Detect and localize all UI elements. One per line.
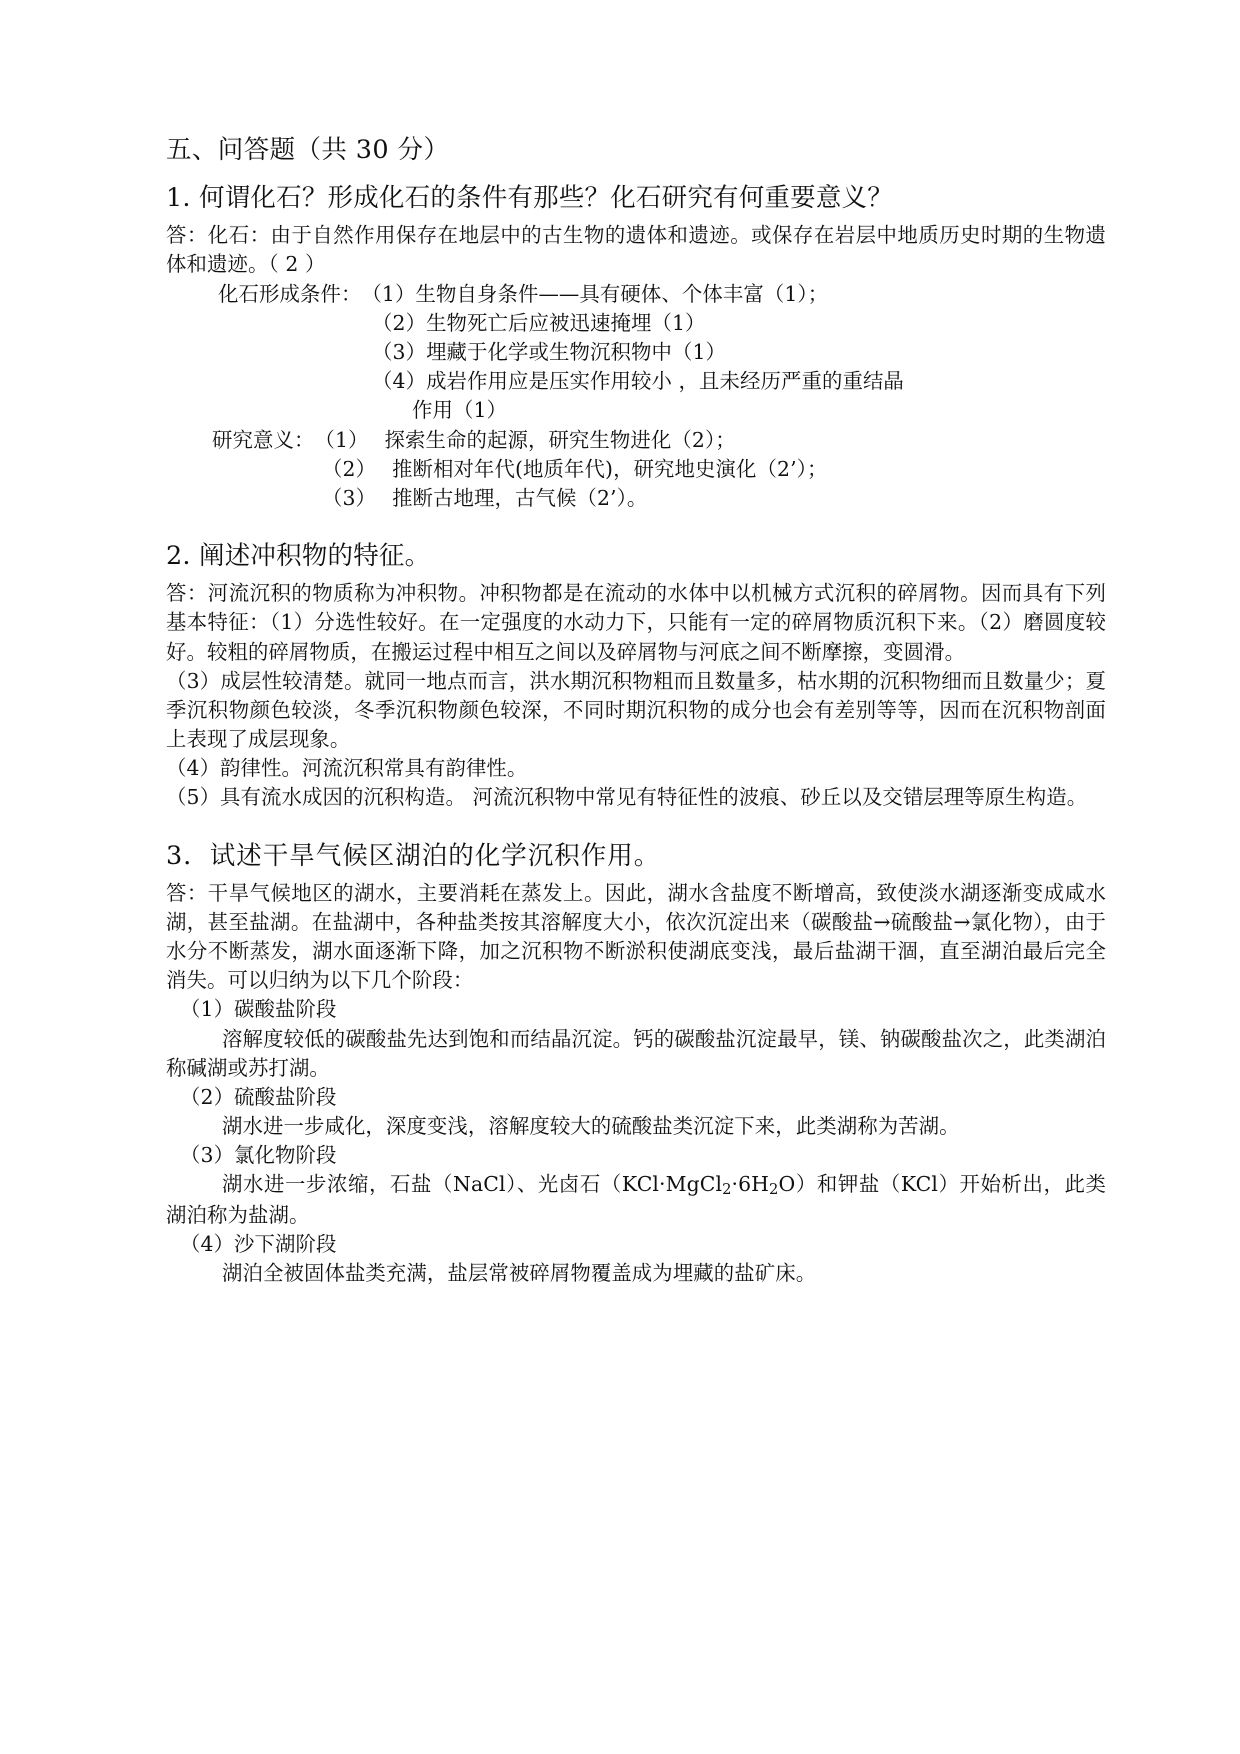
conditions-item-number: （1） <box>361 281 416 306</box>
question-1-conditions-list <box>166 280 1106 426</box>
significance-item-number: （3） <box>322 485 377 510</box>
question-1-answer-intro: 答：化石：由于自然作用保存在地层中的古生物的遗体和遗迹。或保存在岩层中地质历史时期的生物遗体和遗迹。（ 2 ） <box>166 223 1106 277</box>
question-2-heading: 2. 阐述冲积物的特征。 <box>166 541 431 572</box>
stage-body-formula <box>166 1170 1106 1229</box>
formula-subscript: 2 <box>769 1181 779 1199</box>
conditions-item <box>166 309 1106 338</box>
conditions-item-text: 成岩作用应是压实作用较小 ，且未经历严重的重结晶 <box>426 369 904 394</box>
stage-body: 湖水进一步咸化，深度变浅，溶解度较大的硫酸盐类沉淀下来，此类湖称为苦湖。 <box>222 1114 960 1139</box>
formula-text-suffix: O）和钾盐（KCl）开始析出，此类湖泊称为盐湖。 <box>166 1172 1106 1227</box>
stage-body: 湖泊全被固体盐类充满，盐层常被碎屑物覆盖成为埋藏的盐矿床。 <box>222 1260 817 1285</box>
conditions-item-text: 埋藏于化学或生物沉积物中（1） <box>426 339 727 364</box>
conditions-item <box>166 280 1106 309</box>
conditions-item-text: 作用（1） <box>412 398 508 423</box>
significance-item-text: 推断古地理，古气候（2’）。 <box>392 485 648 510</box>
conditions-item-number: （4） <box>372 369 427 394</box>
conditions-item-number: （2） <box>372 310 427 335</box>
significance-item-text: 探索生命的起源，研究生物进化（2）； <box>384 427 736 452</box>
stage-heading: （2）硫酸盐阶段 <box>180 1084 337 1109</box>
question-3-heading: 3．试述干旱气候区湖泊的化学沉积作用。 <box>166 840 661 871</box>
stage-heading: （3）氯化物阶段 <box>180 1143 337 1168</box>
question-2-answer-paragraph: 答：河流沉积的物质称为冲积物。冲积物都是在流动的水体中以机械方式沉积的碎屑物。因而具有下列基本特征：（1）分选性较好。在一定强度的水动力下，只能有一定的碎屑物质沉积下来。（2）磨圆度较好。较粗的碎屑物质，在搬运过程中相互之间以及碎屑物与河底之间不断摩擦，变圆滑。 <box>166 581 1106 664</box>
question-3-answer-paragraph: 答：干旱气候地区的湖水，主要消耗在蒸发上。因此，湖水含盐度不断增高，致使淡水湖逐渐变成咸水湖，甚至盐湖。在盐湖中，各种盐类按其溶解度大小，依次沉淀出来（碳酸盐→硫酸盐→氯化物），由于水分不断蒸发，湖水面逐渐下降，加之沉积物不断淤积使湖底变浅，最后盐湖干涸，直至湖泊最后完全消失。可以归纳为以下几个阶段： <box>166 880 1106 993</box>
conditions-label: 化石形成条件： <box>218 281 362 306</box>
significance-item-number: （1） <box>314 427 369 452</box>
spacer <box>369 426 385 455</box>
significance-label: 研究意义： <box>212 427 315 452</box>
spacer <box>376 455 392 484</box>
page-content <box>166 134 1106 1288</box>
question-2-point: （3）成层性较清楚。就同一地点而言，洪水期沉积物粗而且数量多，枯水期的沉积物细而且数量少；夏季沉积物颜色较淡，冬季沉积物颜色较深，不同时期沉积物的成分也会有差别等等，因而在沉积物剖面上表现了成层现象。 <box>166 668 1106 752</box>
significance-item <box>166 484 1106 513</box>
section-title: 五、问答题（共 30 分） <box>166 135 450 165</box>
question-2-point: （4）韵律性。河流沉积常具有韵律性。 <box>166 756 528 781</box>
significance-item <box>166 455 1106 484</box>
question-1-heading: 1. 何谓化石？形成化石的条件有那些？化石研究有何重要意义？ <box>166 183 893 214</box>
conditions-item <box>166 367 1106 396</box>
conditions-item <box>166 338 1106 367</box>
formula-text-mid: ·6H <box>731 1172 770 1197</box>
conditions-item-text: 生物死亡后应被迅速掩埋（1） <box>426 310 706 335</box>
formula-subscript: 2 <box>722 1181 732 1199</box>
spacer <box>376 484 392 513</box>
conditions-item-text: 生物自身条件——具有硬体、个体丰富（1）； <box>415 281 829 306</box>
formula-text-prefix: 湖水进一步浓缩，石盐（NaCl）、光卤石（KCl·MgCl <box>222 1172 723 1197</box>
significance-item-text: 推断相对年代(地质年代)，研究地史演化（2’）； <box>392 456 828 481</box>
significance-item-number: （2） <box>322 456 377 481</box>
stage-heading: （4）沙下湖阶段 <box>180 1231 337 1256</box>
stage-body: 溶解度较低的碳酸盐先达到饱和而结晶沉淀。钙的碳酸盐沉淀最早，镁、钠碳酸盐次之，此类湖泊称碱湖或苏打湖。 <box>166 1026 1106 1080</box>
question-1-significance-list <box>166 426 1106 514</box>
conditions-item-continuation <box>166 396 1106 425</box>
conditions-item-number: （3） <box>372 339 427 364</box>
stage-heading: （1）碳酸盐阶段 <box>180 997 337 1022</box>
significance-item <box>166 426 1106 455</box>
question-2-point: （5）具有流水成因的沉积构造。 河流沉积物中常见有特征性的波痕、砂丘以及交错层理等原生构造。 <box>166 785 1088 810</box>
